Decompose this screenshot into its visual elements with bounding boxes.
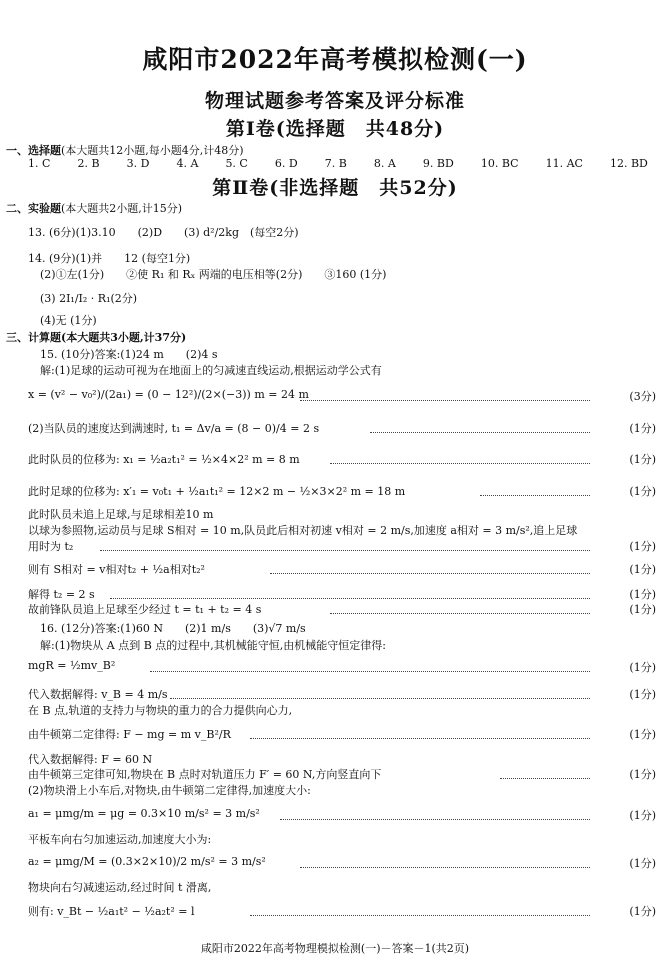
- leader-dots: [250, 915, 590, 916]
- mcq-answer: 9. BD: [422, 157, 454, 170]
- q16-eq-a1: a₁ = μmg/m = μg = 0.3×10 m/s² = 3 m/s²: [28, 807, 260, 820]
- q16-cart-accel: 平板车向右匀加速运动,加速度大小为:: [28, 833, 212, 846]
- leader-dots: [250, 738, 590, 739]
- mcq-answer: 7. B: [324, 157, 347, 170]
- q15-final: 故前锋队员追上足球至少经过 t = t₁ + t₂ = 4 s: [28, 603, 262, 616]
- leader-dots: [500, 778, 590, 779]
- mcq-answer: 6. D: [274, 157, 298, 170]
- mcq-answer: 2. B: [77, 157, 100, 170]
- q14-line-3: (3) 2I₁/I₂ · R₁(2分): [40, 292, 138, 305]
- mcq-answer: 3. D: [126, 157, 150, 170]
- section1-label: 一、选择题: [6, 144, 61, 157]
- q14-line-1: 14. (9分)(1)并 12 (每空1分): [28, 252, 191, 265]
- score-mark: (1分): [629, 809, 656, 822]
- q15-eq-srel: 则有 S相对 = v相对t₂ + ½a相对t₂²: [28, 563, 205, 576]
- score-mark: (1分): [629, 563, 656, 576]
- page-subtitle: 物理试题参考答案及评分标准: [204, 90, 465, 112]
- q13-line: 13. (6分)(1)3.10 (2)D (3) d²/2kg (每空2分): [28, 226, 299, 239]
- q16-solution-intro: 解:(1)物块从 A 点到 B 点的过程中,其机械能守恒,由机械能守恒定律得:: [40, 639, 386, 652]
- leader-dots: [280, 819, 590, 820]
- leader-dots: [330, 463, 590, 464]
- q15-line-gap: 此时队员未追上足球,与足球相差10 m: [28, 508, 214, 521]
- section1-note: (本大题共12小题,每小题4分,计48分): [61, 144, 244, 157]
- q16-newton3: 由牛顿第三定律可知,物块在 B 点时对轨道压力 F′ = 60 N,方向竖直向下: [28, 768, 382, 781]
- section1-heading: [6, 142, 244, 158]
- score-mark: (3分): [629, 390, 656, 403]
- score-mark: (1分): [629, 661, 656, 674]
- leader-dots: [480, 495, 590, 496]
- score-mark: (1分): [629, 422, 656, 435]
- mcq-answers: [28, 157, 648, 170]
- q16-answer: 16. (12分)答案:(1)60 N (2)1 m/s (3)√7 m/s: [40, 622, 306, 635]
- section2-label: 二、实验题: [6, 202, 61, 215]
- score-mark: (1分): [629, 768, 656, 781]
- score-mark: (1分): [629, 453, 656, 466]
- mcq-answer: 8. A: [373, 157, 396, 170]
- section2-note: (本大题共2小题,计15分): [61, 202, 183, 215]
- q14-line-4: (4)无 (1分): [40, 314, 97, 327]
- q15-eq-x1: 此时队员的位移为: x₁ = ½a₂t₁² = ½×4×2² m = 8 m: [28, 453, 300, 466]
- q15-eq-t1: (2)当队员的速度达到满速时, t₁ = Δv/a = (8 − 0)/4 = 2 s: [28, 422, 320, 435]
- score-mark: (1分): [629, 588, 656, 601]
- leader-dots: [170, 698, 590, 699]
- q16-eq-displacement: 则有: v_Bt − ½a₁t² − ½a₂t² = l: [28, 905, 195, 918]
- q16-slide-off: 物块向右匀减速运动,经过时间 t 滑离,: [28, 881, 212, 894]
- leader-dots: [100, 550, 590, 551]
- score-mark: (1分): [629, 603, 656, 616]
- score-mark: (1分): [629, 485, 656, 498]
- page-title: 咸阳市2022年高考模拟检测(一): [142, 45, 528, 74]
- score-mark: (1分): [629, 905, 656, 918]
- page-footer: 咸阳市2022年高考物理模拟检测(一)－答案－1(共2页): [200, 942, 470, 955]
- q15-solve-t2: 解得 t₂ = 2 s: [28, 588, 95, 601]
- leader-dots: [270, 573, 590, 574]
- q16-eq-newton2: 由牛顿第二定律得: F − mg = m v_B²/R: [28, 728, 231, 741]
- q16-centripetal: 在 B 点,轨道的支持力与物块的重力的合力提供向心力,: [28, 704, 293, 717]
- q16-eq-energy: mgR = ½mv_B²: [28, 659, 116, 672]
- q15-line-t2: 用时为 t₂: [28, 540, 74, 553]
- q15-eq-x: x = (v² − v₀²)/(2a₁) = (0 − 12²)/(2×(−3)) m = 24 m: [28, 388, 309, 401]
- leader-dots: [330, 613, 590, 614]
- section2-heading: [6, 200, 182, 216]
- mcq-answer: 5. C: [225, 157, 248, 170]
- mcq-answer: 4. A: [176, 157, 199, 170]
- score-mark: (1分): [629, 688, 656, 701]
- q15-answer: 15. (10分)答案:(1)24 m (2)4 s: [40, 348, 218, 361]
- q16-part2-intro: (2)物块滑上小车后,对物块,由牛顿第二定律得,加速度大小:: [28, 784, 311, 797]
- q16-force: 代入数据解得: F = 60 N: [28, 753, 153, 766]
- mcq-answer: 1. C: [28, 157, 51, 170]
- q16-eq-a2: a₂ = μmg/M = (0.3×2×10)/2 m/s² = 3 m/s²: [28, 855, 266, 868]
- q16-vb: 代入数据解得: v_B = 4 m/s: [28, 688, 168, 701]
- leader-dots: [300, 400, 590, 401]
- part2-title: 第Ⅱ卷(非选择题 共52分): [212, 177, 458, 199]
- q15-solution-intro: 解:(1)足球的运动可视为在地面上的匀减速直线运动,根据运动学公式有: [40, 364, 382, 377]
- section3-heading: 三、计算题(本大题共3小题,计37分): [6, 331, 187, 344]
- q15-eq-x1prime: 此时足球的位移为: x′₁ = v₀t₁ + ½a₁t₁² = 12×2 m − ½×3×2² m = 18 m: [28, 485, 406, 498]
- q15-line-relative: 以球为参照物,运动员与足球 S相对 = 10 m,队员此后相对初速 v相对 = 2 m/s,加速度 a相对 = 3 m/s²,追上足球: [28, 524, 578, 537]
- leader-dots: [370, 432, 590, 433]
- leader-dots: [110, 598, 590, 599]
- mcq-answer: 10. BC: [480, 157, 519, 170]
- score-mark: (1分): [629, 857, 656, 870]
- part1-title: 第Ⅰ卷(选择题 共48分): [225, 118, 445, 140]
- mcq-answer: 12. BD: [609, 157, 648, 170]
- leader-dots: [150, 671, 590, 672]
- score-mark: (1分): [629, 728, 656, 741]
- score-mark: (1分): [629, 540, 656, 553]
- q14-line-2: (2)①左(1分) ②使 R₁ 和 Rₓ 两端的电压相等(2分) ③160 (1分): [40, 268, 387, 281]
- mcq-answer: 11. AC: [545, 157, 583, 170]
- leader-dots: [300, 867, 590, 868]
